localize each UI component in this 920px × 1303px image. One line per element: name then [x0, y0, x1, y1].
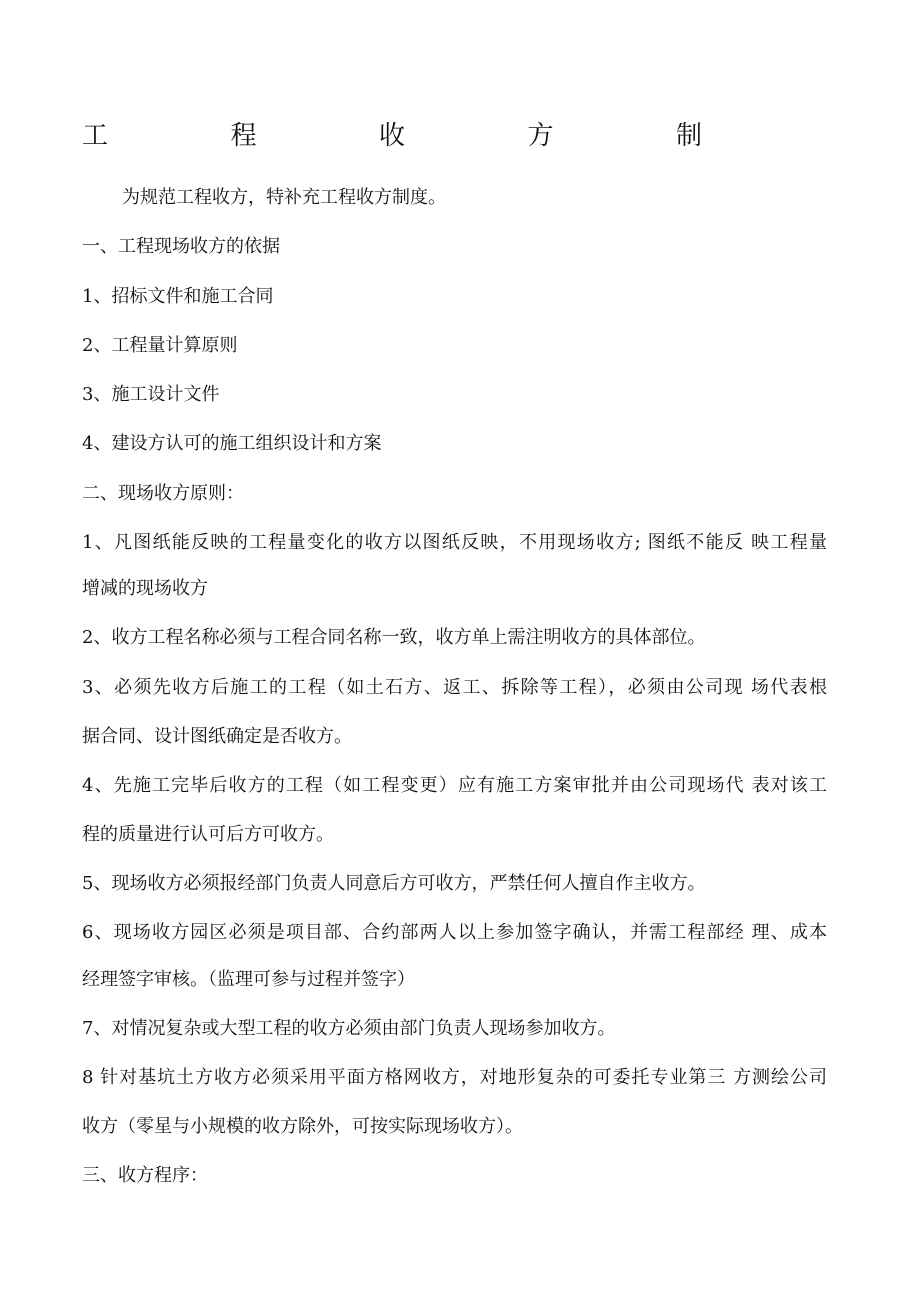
list-item: 7、对情况复杂或大型工程的收方必须由部门负责人现场参加收方。 [82, 1018, 616, 1039]
page-title [82, 118, 702, 154]
list-item: 5、现场收方必须报经部门负责人同意后方可收方，严禁任何人擅自作主收方。 [82, 873, 706, 894]
list-item: 3、施工设计文件 [82, 384, 220, 405]
list-item: 2、工程量计算原则 [82, 335, 238, 356]
intro-paragraph: 为规范工程收方，特补充工程收方制度。 [122, 187, 446, 208]
section-heading-3: 三、收方程序： [82, 1165, 208, 1186]
list-item-continuation: 据合同、设计图纸确定是否收方。 [82, 726, 352, 747]
title-char: 工 [82, 121, 109, 151]
list-item: 1、凡图纸能反映的工程量变化的收方以图纸反映，不用现场收方; 图纸不能反 映工程量 [82, 532, 827, 553]
title-char: 收 [378, 121, 405, 151]
list-item: 4、建设方认可的施工组织设计和方案 [82, 433, 382, 454]
list-item: 4、先施工完毕后收方的工程（如工程变更）应有施工方案审批并由公司现场代 表对该工 [82, 775, 827, 796]
list-item-continuation: 程的质量进行认可后方可收方。 [82, 824, 334, 845]
title-char: 方 [527, 121, 554, 151]
title-char: 程 [230, 121, 257, 151]
list-item: 1、招标文件和施工合同 [82, 286, 274, 307]
list-item: 3、必须先收方后施工的工程（如土石方、返工、拆除等工程），必须由公司现 场代表根 [82, 677, 827, 698]
list-item-continuation: 收方（零星与小规模的收方除外，可按实际现场收方）。 [82, 1116, 523, 1137]
list-item: 8 针对基坑土方收方必须采用平面方格网收方，对地形复杂的可委托专业第三 方测绘公司 [82, 1067, 827, 1088]
section-heading-2: 二、现场收方原则： [82, 483, 244, 504]
title-char: 制 [675, 121, 702, 151]
list-item: 2、收方工程名称必须与工程合同名称一致，收方单上需注明收方的具体部位。 [82, 627, 706, 648]
list-item-continuation: 增减的现场收方 [82, 578, 208, 599]
list-item-continuation: 经理签字审核。（监理可参与过程并签字） [82, 969, 415, 990]
list-item: 6、现场收方园区必须是项目部、合约部两人以上参加签字确认，并需工程部经 理、成本 [82, 922, 827, 943]
section-heading-1: 一、工程现场收方的依据 [82, 236, 280, 257]
